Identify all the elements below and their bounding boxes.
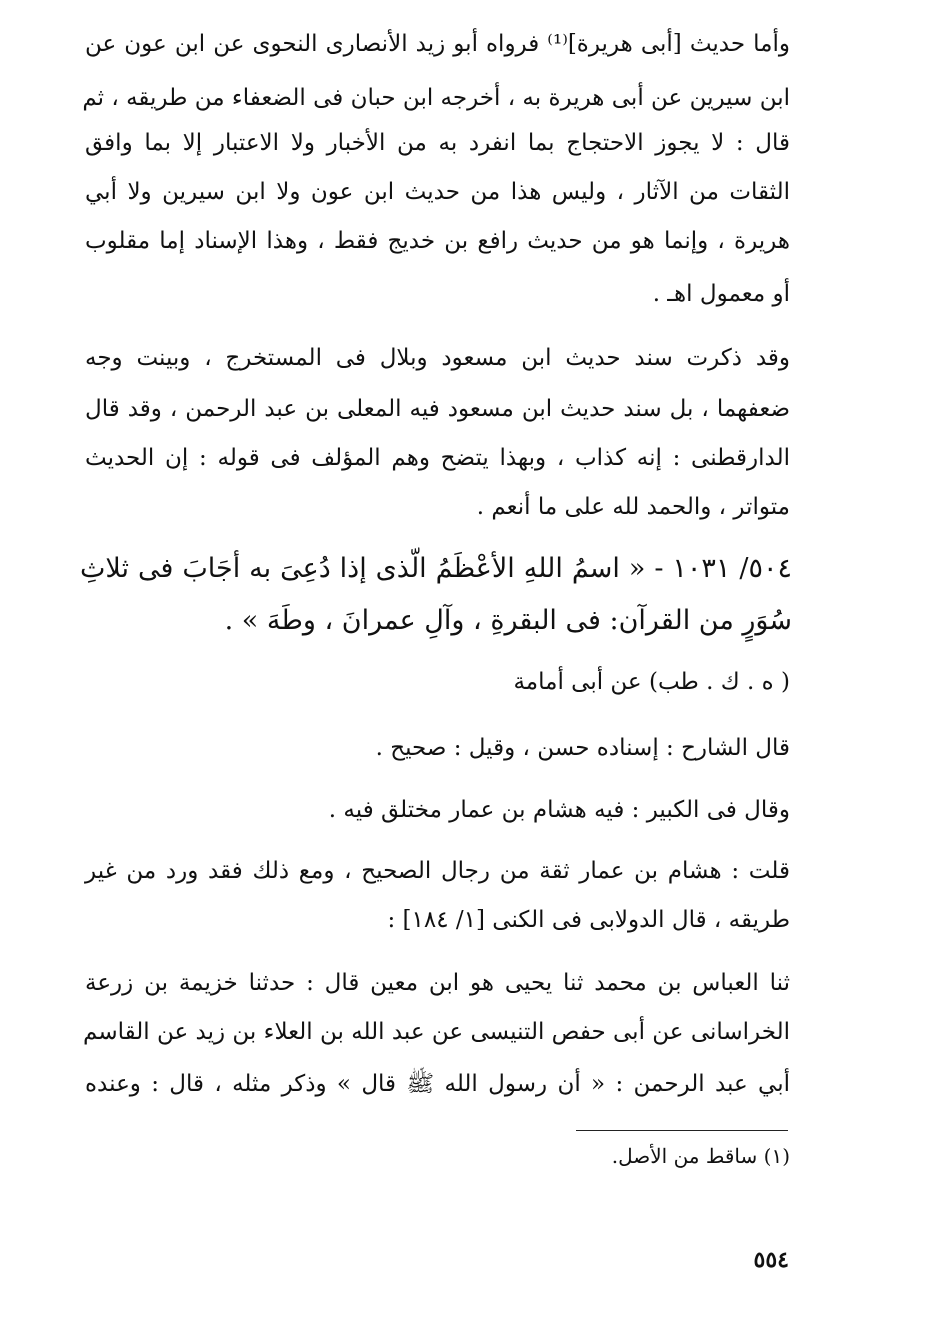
hadith-heading-line: ٥٠٤/ ١٠٣١ - « اسمُ اللهِ الأعْظَمُ الّذى إذا دُعِىَ به أجَابَ فى ثلاثِ bbox=[80, 553, 792, 584]
text-line: طريقه ، قال الدولابى فى الكنى [١/ ١٨٤] : bbox=[387, 907, 790, 933]
text-line: قلت : هشام بن عمار ثقة من رجال الصحيح ، ومع ذلك فقد ورد من غير bbox=[85, 858, 790, 884]
text-line: وقد ذكرت سند حديث ابن مسعود وبلال فى المستخرج ، وبينت وجه bbox=[85, 345, 790, 371]
text-line: الثقات من الآثار ، وليس هذا من حديث ابن عون ولا ابن سيرين ولا أبي bbox=[85, 179, 790, 205]
hadith-source: ( ه . ك . طب) عن أبى أمامة bbox=[513, 669, 790, 695]
text-line: وأما حديث [أبى هريرة]⁽¹⁾ فرواه أبو زيد الأنصارى النحوى عن ابن عون عن bbox=[85, 31, 790, 57]
text-line: ثنا العباس بن محمد ثنا يحيى هو ابن معين قال : حدثنا خزيمة بن زرعة bbox=[85, 970, 790, 996]
text-line: الدارقطنى : إنه كذاب ، وبهذا يتضح وهم المؤلف فى قوله : إن الحديث bbox=[85, 445, 790, 471]
text-line: متواتر ، والحمد لله على ما أنعم . bbox=[476, 494, 790, 520]
text-line: ضعفهما ، بل سند حديث ابن مسعود فيه المعلى بن عبد الرحمن ، وقد قال bbox=[85, 396, 790, 422]
sharih-comment: قال الشارح : إسناده حسن ، وقيل : صحيح . bbox=[375, 735, 790, 761]
text-line: أبي عبد الرحمن : « أن رسول الله ﷺ قال » وذكر مثله ، قال : وعنده bbox=[85, 1071, 790, 1097]
footnote: (١) ساقط من الأصل. bbox=[611, 1144, 790, 1168]
text-line: ابن سيرين عن أبى هريرة به ، أخرجه ابن حبان فى الضعفاء من طريقه ، ثم bbox=[82, 85, 790, 111]
page-number: ٥٥٤ bbox=[753, 1247, 789, 1273]
text-line: أو معمول اهـ . bbox=[652, 281, 790, 307]
text-line: الخراسانى عن أبى حفص التنيسى عن عبد الله بن العلاء بن زيد عن القاسم bbox=[83, 1019, 790, 1045]
footnote-divider bbox=[576, 1130, 788, 1131]
text-line: قال : لا يجوز الاحتجاج بما انفرد به من الأخبار ولا الاعتبار إلا بما وافق bbox=[85, 130, 790, 156]
text-line: هريرة ، وإنما هو من حديث رافع بن خديج فقط ، وهذا الإسناد إما مقلوب bbox=[85, 228, 790, 254]
kabir-comment: وقال فى الكبير : فيه هشام بن عمار مختلق فيه . bbox=[328, 797, 790, 823]
hadith-heading-line: سُوَرٍ من القرآن: فى البقرةِ ، وآلِ عمرانَ ، وطَهَ » . bbox=[224, 605, 792, 636]
